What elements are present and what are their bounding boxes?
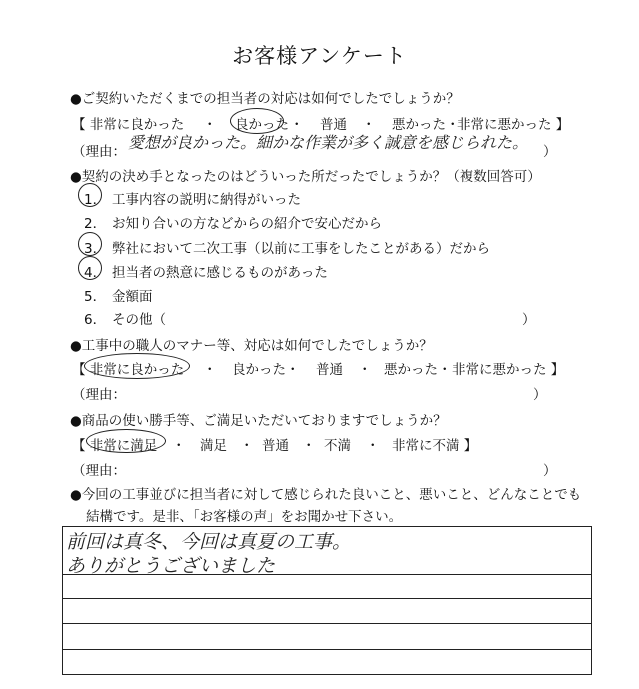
selection-circle-mark	[78, 232, 102, 256]
q3-option-very-good[interactable]: 【 非常に良かった	[72, 362, 185, 378]
q2-item-6-number: 6．	[84, 312, 107, 328]
ruled-line	[62, 649, 592, 650]
selection-circle-mark	[78, 256, 102, 280]
question-1: ●ご契約いただくまでの担当者の対応は如何でしたでしょうか？	[70, 91, 460, 107]
ruled-line	[62, 623, 592, 624]
q4-reason-label: （理由：	[72, 463, 126, 479]
q2-item-4-text[interactable]: 担当者の熱意に感じるものがあった	[112, 265, 328, 281]
q2-item-2-text[interactable]: お知り合いの方などからの紹介で安心だから	[112, 216, 382, 232]
ruled-line	[62, 598, 592, 599]
page-title: お客様アンケート	[232, 44, 407, 68]
q1-option-bad[interactable]: 悪かった	[392, 117, 446, 133]
q3-option-good[interactable]: 良かった	[232, 362, 286, 378]
q3-separator: ・	[358, 362, 372, 378]
q4-option-satisfied[interactable]: 満足	[200, 438, 227, 454]
q1-separator: ・	[446, 117, 460, 133]
question-2: ●契約の決め手となったのはどういった所だったでしょうか？（複数回答可）	[70, 169, 541, 185]
q3-option-bad[interactable]: 悪かった	[384, 362, 438, 378]
q4-option-average[interactable]: 普通	[262, 438, 289, 454]
q4-separator: ・	[172, 438, 186, 454]
q4-option-dissatisfied[interactable]: 不満	[324, 438, 351, 454]
q4-separator: ・	[366, 438, 380, 454]
q1-handwritten-answer: 愛想が良かった。細かな作業が多く誠意を感じられた。	[128, 133, 529, 152]
q1-reason-label: （理由：	[72, 144, 126, 160]
q1-option-good[interactable]: 良かった	[235, 117, 289, 133]
q1-separator: ・	[290, 117, 304, 133]
q2-item-5-text[interactable]: 金額面	[112, 289, 153, 305]
q4-option-very-satisfied[interactable]: 【 非常に満足	[72, 438, 158, 454]
q3-option-average[interactable]: 普通	[316, 362, 343, 378]
q3-separator: ・	[286, 362, 300, 378]
q4-option-very-dissatisfied[interactable]: 非常に不満 】	[392, 438, 478, 454]
q1-option-very-bad[interactable]: 非常に悪かった 】	[457, 117, 570, 133]
q1-separator: ・	[203, 117, 217, 133]
q3-reason-label: （理由：	[72, 387, 126, 403]
q4-reason-close: ）	[543, 463, 557, 479]
selection-circle-mark	[86, 429, 166, 453]
q3-option-very-bad[interactable]: 非常に悪かった 】	[452, 362, 565, 378]
q2-other-close: ）	[522, 312, 536, 328]
q3-reason-close: ）	[533, 387, 547, 403]
selection-circle-mark	[78, 183, 102, 207]
question-5-line-2: 結構です。是非、「お客様の声」をお聞かせ下さい。	[86, 509, 403, 525]
q4-separator: ・	[302, 438, 316, 454]
question-3: ●工事中の職人のマナー等、対応は如何でしたでしょうか？	[70, 338, 433, 354]
q2-item-4-number: 4．	[84, 265, 107, 281]
q2-item-3-number: 3．	[84, 241, 107, 257]
q5-handwritten-answer-line-1: 前回は真冬、今回は真夏の工事。	[66, 531, 352, 553]
q1-separator: ・	[362, 117, 376, 133]
q3-separator: ・	[438, 362, 452, 378]
q1-option-very-good[interactable]: 【 非常に良かった	[72, 117, 185, 133]
q1-reason-close: ）	[543, 144, 557, 160]
q2-item-2-number: 2．	[84, 216, 107, 232]
q1-option-average[interactable]: 普通	[320, 117, 347, 133]
q2-item-1-text[interactable]: 工事内容の説明に納得がいった	[112, 192, 301, 208]
question-5-line-1: ●今回の工事並びに担当者に対して感じられた良いこと、悪いこと、どんなことでも	[70, 487, 582, 503]
q4-separator: ・	[240, 438, 254, 454]
selection-circle-mark	[84, 353, 190, 379]
q5-handwritten-answer-line-2: ありがとうございました	[66, 555, 276, 577]
q2-item-6-text[interactable]: その他（	[112, 312, 166, 328]
q2-item-5-number: 5．	[84, 289, 107, 305]
q2-item-1-number: 1．	[84, 192, 107, 208]
question-4: ●商品の使い勝手等、ご満足いただいておりますでしょうか？	[70, 413, 447, 429]
q3-separator: ・	[203, 362, 217, 378]
q2-item-3-text[interactable]: 弊社において二次工事（以前に工事をしたことがある）だから	[112, 241, 490, 257]
